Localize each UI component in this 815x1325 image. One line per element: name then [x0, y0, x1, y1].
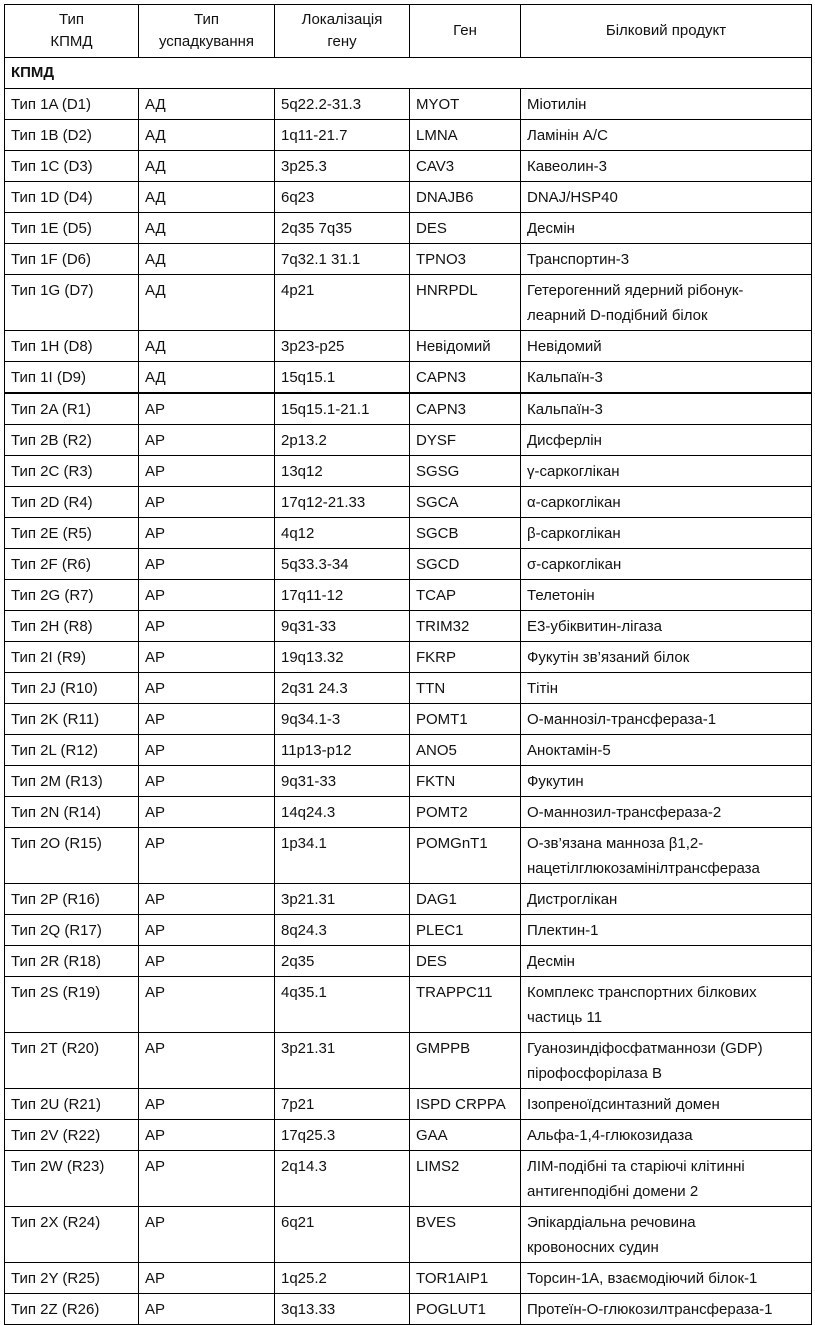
protein-line: Комплекс транспортних білкових [527, 984, 757, 1001]
protein-line: антигенподібні домени 2 [527, 1183, 699, 1200]
protein-line: γ-саркоглікан [527, 463, 620, 480]
cell-protein [521, 704, 812, 735]
cell-gene: TRIM32 [410, 611, 521, 642]
protein-line: Ламінін A/C [527, 127, 608, 144]
cell-type: Тип 1F (D6) [5, 244, 139, 275]
cell-type: Тип 1G (D7) [5, 275, 139, 331]
cell-gene: CAPN3 [410, 362, 521, 394]
table-row [5, 275, 812, 331]
cell-inheritance: АД [139, 362, 275, 394]
cell-type: Тип 2V (R22) [5, 1120, 139, 1151]
cell-locus: 15q15.1 [275, 362, 410, 394]
cell-protein [521, 549, 812, 580]
cell-gene: POMGnT1 [410, 828, 521, 884]
cell-locus: 4q35.1 [275, 977, 410, 1033]
cell-protein [521, 151, 812, 182]
table-row [5, 580, 812, 611]
cell-type: Тип 2H (R8) [5, 611, 139, 642]
protein-line: Торсин-1А, взаємодіючий білок-1 [527, 1270, 758, 1287]
cell-protein [521, 1294, 812, 1325]
cell-locus: 13q12 [275, 456, 410, 487]
cell-inheritance: АР [139, 915, 275, 946]
cell-gene: PLEC1 [410, 915, 521, 946]
protein-line: О-маннозил-трансфераза-2 [527, 804, 722, 821]
cell-type: Тип 1D (D4) [5, 182, 139, 213]
cell-gene: GAA [410, 1120, 521, 1151]
protein-line: DNAJ/HSP40 [527, 189, 618, 206]
table-row [5, 884, 812, 915]
cell-inheritance: АР [139, 1207, 275, 1263]
cell-inheritance: АР [139, 1151, 275, 1207]
protein-line: ЛІМ-подібні та старіючі клітинні [527, 1158, 745, 1175]
cell-protein [521, 1033, 812, 1089]
table-row [5, 549, 812, 580]
cell-inheritance: АР [139, 735, 275, 766]
table-row [5, 915, 812, 946]
protein-line: Дисферлін [527, 432, 602, 449]
cell-protein [521, 1263, 812, 1294]
kpmd-classification-table [4, 4, 812, 1325]
table-row [5, 673, 812, 704]
cell-protein [521, 182, 812, 213]
cell-protein [521, 797, 812, 828]
cell-locus: 3p23-p25 [275, 331, 410, 362]
cell-locus: 17q25.3 [275, 1120, 410, 1151]
cell-locus: 1q11-21.7 [275, 120, 410, 151]
cell-type: Тип 2U (R21) [5, 1089, 139, 1120]
cell-inheritance: АР [139, 1120, 275, 1151]
cell-gene: POMT2 [410, 797, 521, 828]
protein-line: Кавеолин-3 [527, 158, 607, 175]
cell-type: Тип 2M (R13) [5, 766, 139, 797]
table-row [5, 977, 812, 1033]
protein-line: Телетонін [527, 587, 595, 604]
protein-line: Тітін [527, 680, 558, 697]
cell-locus: 2q31 24.3 [275, 673, 410, 704]
table-row [5, 735, 812, 766]
table-row [5, 425, 812, 456]
table-row [5, 487, 812, 518]
cell-type: Тип 2E (R5) [5, 518, 139, 549]
cell-locus: 15q15.1-21.1 [275, 393, 410, 425]
header-gene: Ген [410, 5, 521, 58]
cell-gene: Невідомий [410, 331, 521, 362]
cell-gene: ANO5 [410, 735, 521, 766]
protein-line: Фукутін зв’язаний білок [527, 649, 690, 666]
cell-protein [521, 456, 812, 487]
cell-locus: 2q14.3 [275, 1151, 410, 1207]
cell-inheritance: АД [139, 244, 275, 275]
cell-type: Тип 2X (R24) [5, 1207, 139, 1263]
cell-locus: 3p21.31 [275, 884, 410, 915]
cell-type: Тип 2A (R1) [5, 393, 139, 425]
table-row [5, 182, 812, 213]
cell-inheritance: АР [139, 1089, 275, 1120]
cell-locus: 9q31-33 [275, 766, 410, 797]
table-row [5, 213, 812, 244]
cell-gene: CAV3 [410, 151, 521, 182]
cell-locus: 9q34.1-3 [275, 704, 410, 735]
cell-gene: POMT1 [410, 704, 521, 735]
cell-protein [521, 580, 812, 611]
cell-type: Тип 2G (R7) [5, 580, 139, 611]
cell-locus: 11p13-p12 [275, 735, 410, 766]
cell-inheritance: АД [139, 89, 275, 120]
protein-line: Кальпаїн-3 [527, 401, 603, 418]
table-row [5, 1207, 812, 1263]
cell-type: Тип 2L (R12) [5, 735, 139, 766]
protein-line: О-маннозіл-трансфераза-1 [527, 711, 717, 728]
cell-locus: 3p21.31 [275, 1033, 410, 1089]
cell-inheritance: АР [139, 766, 275, 797]
cell-protein [521, 331, 812, 362]
cell-locus: 7p21 [275, 1089, 410, 1120]
cell-type: Тип 2C (R3) [5, 456, 139, 487]
cell-gene: BVES [410, 1207, 521, 1263]
cell-gene: DES [410, 946, 521, 977]
cell-gene: ISPD CRPPA [410, 1089, 521, 1120]
table-row [5, 151, 812, 182]
cell-gene: DYSF [410, 425, 521, 456]
protein-line: Аноктамін-5 [527, 742, 611, 759]
cell-type: Тип 2F (R6) [5, 549, 139, 580]
table-row [5, 456, 812, 487]
cell-locus: 4p21 [275, 275, 410, 331]
cell-gene: TPNO3 [410, 244, 521, 275]
table-row [5, 642, 812, 673]
table-row [5, 828, 812, 884]
cell-protein [521, 611, 812, 642]
cell-inheritance: АР [139, 456, 275, 487]
cell-protein [521, 946, 812, 977]
cell-protein [521, 642, 812, 673]
cell-type: Тип 2N (R14) [5, 797, 139, 828]
protein-line: Гетерогенний ядерний рібонук- [527, 282, 744, 299]
table-row [5, 766, 812, 797]
cell-inheritance: АД [139, 275, 275, 331]
cell-gene: FKTN [410, 766, 521, 797]
cell-protein [521, 393, 812, 425]
cell-inheritance: АД [139, 182, 275, 213]
cell-locus: 2q35 7q35 [275, 213, 410, 244]
cell-gene: DNAJB6 [410, 182, 521, 213]
cell-inheritance: АД [139, 331, 275, 362]
cell-type: Тип 2R (R18) [5, 946, 139, 977]
cell-locus: 4q12 [275, 518, 410, 549]
cell-protein [521, 89, 812, 120]
cell-inheritance: АР [139, 642, 275, 673]
cell-type: Тип 2Z (R26) [5, 1294, 139, 1325]
cell-inheritance: АР [139, 884, 275, 915]
cell-inheritance: АР [139, 487, 275, 518]
cell-gene: SGCB [410, 518, 521, 549]
cell-protein [521, 275, 812, 331]
cell-locus: 7q32.1 31.1 [275, 244, 410, 275]
cell-locus: 2p13.2 [275, 425, 410, 456]
protein-line: нацетілглюкозамінілтрансфераза [527, 860, 760, 877]
cell-locus: 8q24.3 [275, 915, 410, 946]
cell-protein [521, 735, 812, 766]
cell-type: Тип 2K (R11) [5, 704, 139, 735]
table-header-row [5, 5, 812, 58]
cell-gene: FKRP [410, 642, 521, 673]
table-row [5, 518, 812, 549]
cell-gene: LMNA [410, 120, 521, 151]
cell-locus: 1q25.2 [275, 1263, 410, 1294]
cell-gene: SGSG [410, 456, 521, 487]
cell-inheritance: АР [139, 611, 275, 642]
cell-inheritance: АР [139, 425, 275, 456]
protein-line: β-саркоглікан [527, 525, 621, 542]
protein-line: Эпікардіальна речовина [527, 1214, 696, 1231]
cell-locus: 5q22.2-31.3 [275, 89, 410, 120]
cell-type: Тип 1E (D5) [5, 213, 139, 244]
cell-gene: MYOT [410, 89, 521, 120]
cell-protein [521, 1089, 812, 1120]
table-row [5, 393, 812, 425]
protein-line: Невідомий [527, 338, 602, 355]
cell-gene: TCAP [410, 580, 521, 611]
cell-type: Тип 1H (D8) [5, 331, 139, 362]
table-row [5, 1120, 812, 1151]
cell-protein [521, 977, 812, 1033]
cell-type: Тип 1A (D1) [5, 89, 139, 120]
cell-protein [521, 673, 812, 704]
protein-line: Плектин-1 [527, 922, 599, 939]
table-row [5, 704, 812, 735]
cell-gene: TOR1AIP1 [410, 1263, 521, 1294]
table-row [5, 1263, 812, 1294]
protein-line: α-саркоглікан [527, 494, 621, 511]
protein-line: пірофосфорілаза В [527, 1065, 662, 1082]
cell-gene: DAG1 [410, 884, 521, 915]
cell-gene: TRAPPC11 [410, 977, 521, 1033]
cell-protein [521, 487, 812, 518]
cell-protein [521, 766, 812, 797]
cell-type: Тип 1C (D3) [5, 151, 139, 182]
cell-type: Тип 2T (R20) [5, 1033, 139, 1089]
table-row [5, 611, 812, 642]
header-protein: Білковий продукт [521, 5, 812, 58]
cell-type: Тип 2I (R9) [5, 642, 139, 673]
protein-line: Альфа-1,4-глюкозидаза [527, 1127, 693, 1144]
cell-inheritance: АР [139, 580, 275, 611]
protein-line: Ізопреноїдсинтазний домен [527, 1096, 720, 1113]
cell-locus: 14q24.3 [275, 797, 410, 828]
cell-type: Тип 2S (R19) [5, 977, 139, 1033]
cell-locus: 17q12-21.33 [275, 487, 410, 518]
cell-locus: 2q35 [275, 946, 410, 977]
protein-line: Кальпаїн-3 [527, 369, 603, 386]
cell-protein [521, 213, 812, 244]
cell-type: Тип 2P (R16) [5, 884, 139, 915]
protein-line: О-зв’язана манноза β1,2- [527, 835, 704, 852]
table-row [5, 1033, 812, 1089]
cell-inheritance: АР [139, 1033, 275, 1089]
cell-gene: SGCA [410, 487, 521, 518]
cell-type: Тип 1B (D2) [5, 120, 139, 151]
table-row [5, 120, 812, 151]
cell-gene: GMPPB [410, 1033, 521, 1089]
cell-gene: CAPN3 [410, 393, 521, 425]
cell-type: Тип 2B (R2) [5, 425, 139, 456]
table-row [5, 331, 812, 362]
protein-line: Протеїн-О-глюкозилтрансфераза-1 [527, 1301, 773, 1318]
protein-line: Десмін [527, 953, 575, 970]
cell-protein [521, 1120, 812, 1151]
cell-type: Тип 2O (R15) [5, 828, 139, 884]
cell-protein [521, 244, 812, 275]
cell-inheritance: АД [139, 120, 275, 151]
cell-inheritance: АР [139, 1263, 275, 1294]
cell-locus: 6q21 [275, 1207, 410, 1263]
cell-inheritance: АР [139, 518, 275, 549]
cell-protein [521, 518, 812, 549]
cell-inheritance: АР [139, 704, 275, 735]
header-locus: Локалізація гену [275, 5, 410, 58]
cell-inheritance: АР [139, 977, 275, 1033]
section-label: КПМД [5, 58, 812, 89]
cell-inheritance: АР [139, 1294, 275, 1325]
table-row [5, 89, 812, 120]
cell-protein [521, 884, 812, 915]
protein-line: Міотилін [527, 96, 587, 113]
cell-inheritance: АР [139, 673, 275, 704]
table-row [5, 362, 812, 394]
table-row [5, 946, 812, 977]
table-row [5, 244, 812, 275]
cell-gene: DES [410, 213, 521, 244]
cell-protein [521, 362, 812, 394]
cell-type: Тип 2D (R4) [5, 487, 139, 518]
cell-gene: SGCD [410, 549, 521, 580]
cell-locus: 9q31-33 [275, 611, 410, 642]
cell-locus: 3q13.33 [275, 1294, 410, 1325]
cell-inheritance: АД [139, 213, 275, 244]
cell-locus: 19q13.32 [275, 642, 410, 673]
cell-inheritance: АД [139, 151, 275, 182]
protein-line: Десмін [527, 220, 575, 237]
protein-line: кровоносних судин [527, 1239, 659, 1256]
cell-gene: LIMS2 [410, 1151, 521, 1207]
section-row [5, 58, 812, 89]
cell-gene: TTN [410, 673, 521, 704]
cell-locus: 17q11-12 [275, 580, 410, 611]
header-type: Тип КПМД [5, 5, 139, 58]
header-inheritance: Тип успадкування [139, 5, 275, 58]
protein-line: Дистроглікан [527, 891, 618, 908]
table-row [5, 1089, 812, 1120]
protein-line: Гуанозиндіфосфатманнози (GDP) [527, 1040, 763, 1057]
table-row [5, 797, 812, 828]
cell-locus: 3p25.3 [275, 151, 410, 182]
table-row [5, 1151, 812, 1207]
cell-inheritance: АР [139, 393, 275, 425]
table-row [5, 1294, 812, 1325]
cell-locus: 1p34.1 [275, 828, 410, 884]
cell-type: Тип 2J (R10) [5, 673, 139, 704]
cell-protein [521, 1207, 812, 1263]
cell-locus: 5q33.3-34 [275, 549, 410, 580]
protein-line: Транспортин-3 [527, 251, 630, 268]
cell-protein [521, 120, 812, 151]
cell-gene: HNRPDL [410, 275, 521, 331]
cell-inheritance: АР [139, 797, 275, 828]
cell-inheritance: АР [139, 828, 275, 884]
cell-inheritance: АР [139, 549, 275, 580]
cell-type: Тип 1I (D9) [5, 362, 139, 394]
cell-inheritance: АР [139, 946, 275, 977]
cell-protein [521, 915, 812, 946]
protein-line: σ-саркоглікан [527, 556, 622, 573]
cell-type: Тип 2W (R23) [5, 1151, 139, 1207]
cell-type: Тип 2Q (R17) [5, 915, 139, 946]
cell-protein [521, 425, 812, 456]
protein-line: леарний D-подібний білок [527, 307, 708, 324]
protein-line: Е3-убіквитин-лігаза [527, 618, 662, 635]
cell-protein [521, 828, 812, 884]
cell-gene: POGLUT1 [410, 1294, 521, 1325]
cell-type: Тип 2Y (R25) [5, 1263, 139, 1294]
protein-line: Фукутин [527, 773, 584, 790]
protein-line: частиць 11 [527, 1009, 603, 1026]
cell-locus: 6q23 [275, 182, 410, 213]
cell-protein [521, 1151, 812, 1207]
